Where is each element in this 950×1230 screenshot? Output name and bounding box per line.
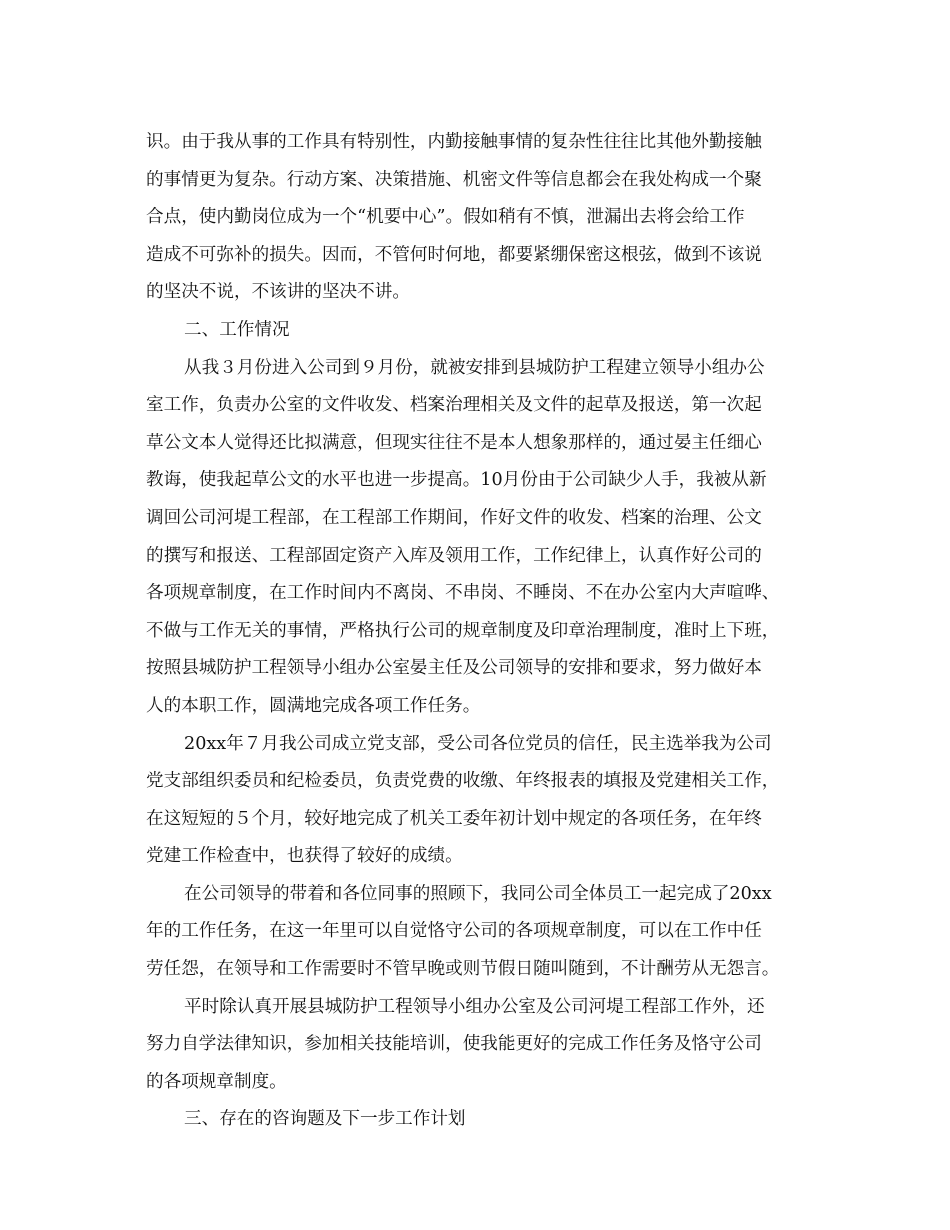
- text-line: 人的本职工作，圆满地完成各项工作任务。: [146, 695, 481, 716]
- document-body: [146, 124, 802, 1139]
- text-line: 的各项规章制度。: [146, 1071, 287, 1092]
- paragraph-self-study: [146, 989, 802, 1102]
- text-line: 平时除认真开展县城防护工程领导小组办公室及公司河堤工程部工作外，还: [184, 996, 765, 1017]
- text-line: 年的工作任务，在这一年里可以自觉恪守公司的各项规章制度，可以在工作中任: [146, 921, 762, 942]
- text-line: 教诲，使我起草公文的水平也进一步提高。10月份由于公司缺少人手，我被从新: [146, 470, 767, 491]
- heading-line: 三、存在的咨询题及下一步工作计划: [184, 1109, 466, 1130]
- text-line: 不做与工作无关的事情，严格执行公司的规章制度及印章治理制度，准时上下班，: [146, 620, 780, 641]
- paragraph-party-branch: [146, 726, 802, 876]
- text-line: 的事情更为复杂。行动方案、决策措施、机密文件等信息都会在我处构成一个聚: [146, 169, 762, 190]
- section-heading-issues-plan: [146, 1101, 802, 1139]
- heading-line: 二、工作情况: [184, 319, 290, 340]
- text-line: 室工作，负责办公室的文件收发、档案治理相关及文件的起草及报送，第一次起: [146, 395, 762, 416]
- text-line: 各项规章制度，在工作时间内不离岗、不串岗、不睡岗、不在办公室内大声喧哗、: [146, 583, 780, 604]
- text-line: 识。由于我从事的工作具有特别性，内勤接触事情的复杂性往往比其他外勤接触: [146, 132, 762, 152]
- paragraph-confidentiality: [146, 124, 802, 312]
- text-line: 党建工作检查中，也获得了较好的成绩。: [146, 846, 463, 867]
- text-line: 20xx年７月我公司成立党支部，受公司各位党员的信任，民主选举我为公司: [184, 733, 772, 754]
- text-line: 劳任怨，在领导和工作需要时不管早晚或则节假日随叫随到，不计酬劳从无怨言。: [146, 959, 780, 980]
- section-heading-work-status: [146, 312, 802, 350]
- text-line: 的坚决不说，不该讲的坚决不讲。: [146, 282, 410, 303]
- text-line: 合点，使内勤岗位成为一个“机要中心”。假如稍有不慎，泄漏出去将会给工作: [146, 207, 745, 228]
- text-line: 草公文本人觉得还比拟满意，但现实往往不是本人想象那样的，通过晏主任细心: [146, 432, 762, 453]
- text-line: 在公司领导的带着和各位同事的照顾下，我同公司全体员工一起完成了20xx: [184, 883, 772, 904]
- paragraph-annual-tasks: [146, 876, 802, 989]
- text-line: 努力自学法律知识，参加相关技能培训，使我能更好的完成工作任务及恪守公司: [146, 1034, 762, 1055]
- text-line: 调回公司河堤工程部，在工程部工作期间，作好文件的收发、档案的治理、公文: [146, 507, 762, 528]
- text-line: 造成不可弥补的损失。因而，不管何时何地，都要紧绷保密这根弦，做到不该说: [146, 244, 762, 265]
- paragraph-work-history: [146, 350, 802, 726]
- text-line: 党支部组织委员和纪检委员，负责党费的收缴、年终报表的填报及党建相关工作，: [146, 771, 780, 792]
- text-line: 在这短短的５个月，较好地完成了机关工委年初计划中规定的各项任务，在年终: [146, 808, 762, 829]
- text-line: 的撰写和报送、工程部固定资产入库及领用工作，工作纪律上，认真作好公司的: [146, 545, 762, 566]
- text-line: 从我３月份进入公司到９月份，就被安排到县城防护工程建立领导小组办公: [184, 357, 765, 378]
- text-line: 按照县城防护工程领导小组办公室晏主任及公司领导的安排和要求，努力做好本: [146, 658, 762, 679]
